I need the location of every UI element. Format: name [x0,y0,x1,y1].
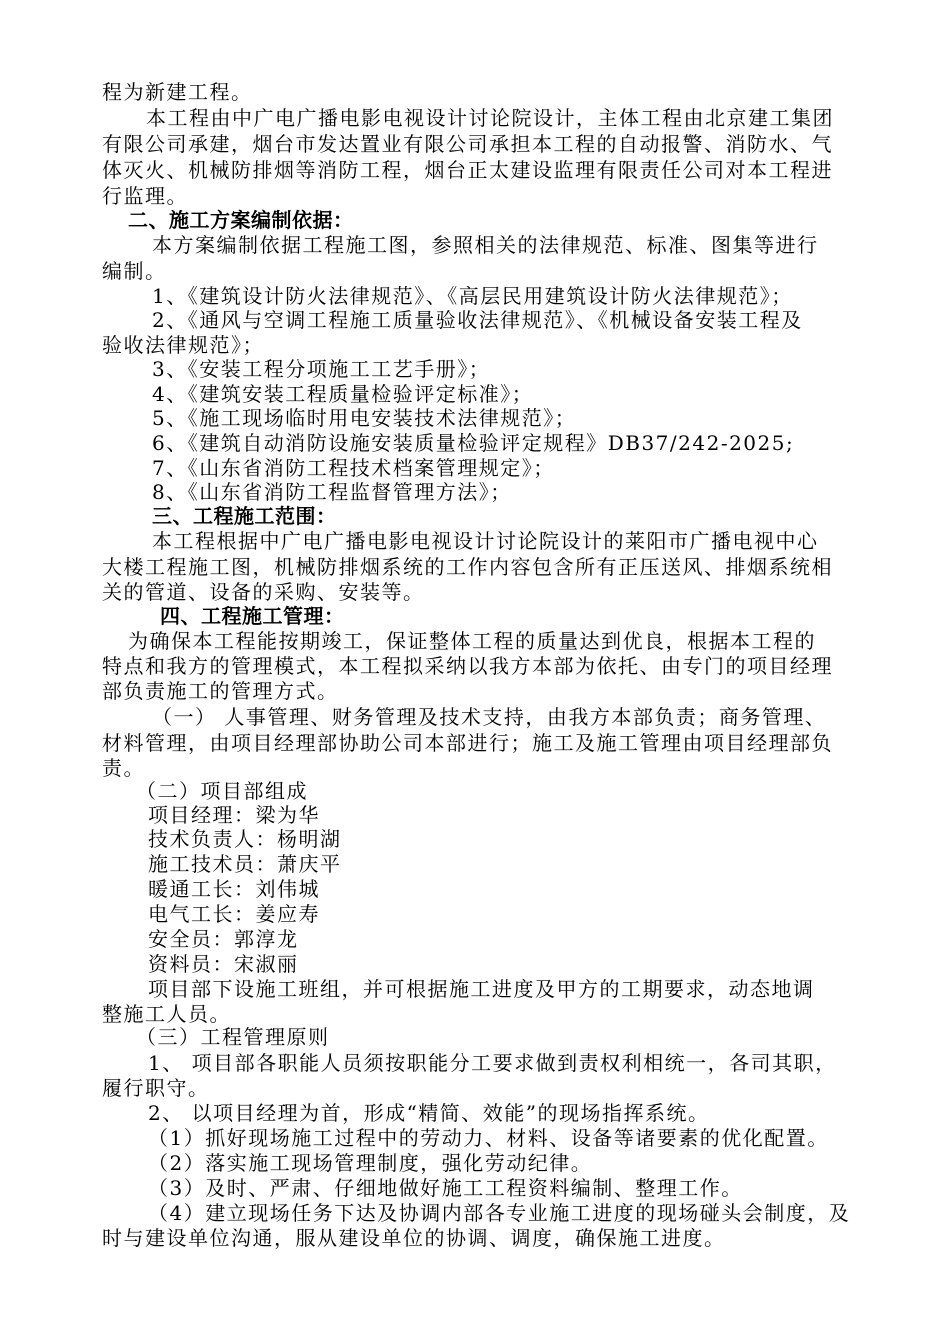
section-heading: 二、施工方案编制依据： [128,208,354,232]
staff-entry: 项目经理：梁为华 [148,803,320,827]
paragraph-line: 特点和我方的管理模式，本工程拟采纳以我方本部为依托、由专门的项目经理 [102,654,833,678]
staff-entry: 暖通工长：刘伟城 [148,877,320,901]
list-item: 1、 项目部各职能人员须按职能分工要求做到责权利相统一，各司其职， [148,1051,837,1075]
paragraph-line: 行监理。 [102,184,188,208]
paragraph-line: 本工程根据中广电广播电影电视设计讨论院设计的莱阳市广播电视中心 [152,529,819,553]
list-item: 8、《山东省消防工程监督管理方法》； [152,480,512,504]
staff-entry: 安全员：郭淳龙 [148,927,299,951]
list-item: 6、《建筑自动消防设施安装质量检验评定规程》DB37/242-2025; [152,431,795,455]
list-item: 2、《通风与空调工程施工质量验收法律规范》、《机械设备安装工程及 [152,308,803,332]
paragraph-line: 本工程由中广电广播电影电视设计讨论院设计，主体工程由北京建工集团 [146,106,834,130]
list-item: 5、《施工现场临时用电安装技术法律规范》； [152,406,577,430]
paragraph-line: 部负责施工的管理方式。 [102,679,339,703]
paragraph-line: 关的管道、设备的采购、安装等。 [102,580,425,604]
list-item: 验收法律规范》； [102,333,264,357]
section-heading: 四、工程施工管理： [160,604,345,628]
paragraph-line: 体灭火、机械防排烟等消防工程，烟台正太建设监理有限责任公司对本工程进 [102,158,833,182]
paragraph-line: 大楼工程施工图，机械防排烟系统的工作内容包含所有正压送风、排烟系统相 [102,555,833,579]
list-item: （3）及时、严肃、仔细地做好施工工程资料编制、整理工作。 [148,1176,743,1200]
list-item: 2、 以项目经理为首，形成“精简、效能”的现场指挥系统。 [148,1101,710,1125]
list-item: 7、《山东省消防工程技术档案管理规定》； [152,456,555,480]
paragraph-line: 本方案编制依据工程施工图，参照相关的法律规范、标准、图集等进行 [152,233,819,257]
staff-entry: 技术负责人：杨明湖 [148,827,342,851]
paragraph-line: 责。 [102,756,145,780]
paragraph-line: 材料管理，由项目经理部协助公司本部进行；施工及施工管理由项目经理部负 [102,731,833,755]
paragraph-line: 整施工人员。 [102,1002,231,1026]
list-item: （4）建立现场任务下达及协调内部各专业施工进度的现场碰头会制度，及 [148,1201,851,1225]
paragraph-line: 程为新建工程。 [102,80,253,104]
list-item: 1、《建筑设计防火法律规范》、《高层民用建筑设计防火法律规范》； [152,284,793,308]
list-item: 3、《安装工程分项施工工艺手册》； [152,357,491,381]
subsection-heading: （二）项目部组成 [136,779,308,803]
paragraph-line: 项目部下设施工班组，并可根据施工进度及甲方的工期要求，动态地调 [148,977,815,1001]
list-item: （2）落实施工现场管理制度，强化劳动纪律。 [148,1151,593,1175]
list-item: （1）抓好现场施工过程中的劳动力、材料、设备等诸要素的优化配置。 [148,1126,829,1150]
staff-entry: 资料员：宋淑丽 [148,952,299,976]
staff-entry: 施工技术员：萧庆平 [148,852,342,876]
list-item: 时与建设单位沟通，服从建设单位的协调、调度，确保施工进度。 [102,1226,726,1250]
paragraph-line: 为确保本工程能按期竣工，保证整体工程的质量达到优良，根据本工程的 [128,629,816,653]
list-item: 4、《建筑安装工程质量检验评定标准》； [152,382,534,406]
paragraph-line: （一） 人事管理、财务管理及技术支持，由我方本部负责；商务管理、 [152,705,827,729]
list-item: 履行职守。 [102,1076,210,1100]
section-heading: 三、工程施工范围： [152,504,337,528]
staff-entry: 电气工长：姜应寿 [148,902,320,926]
subsection-heading: （三）工程管理原则 [136,1025,330,1049]
paragraph-line: 编制。 [102,259,167,283]
paragraph-line: 有限公司承建，烟台市发达置业有限公司承担本工程的自动报警、消防水、气 [102,132,833,156]
